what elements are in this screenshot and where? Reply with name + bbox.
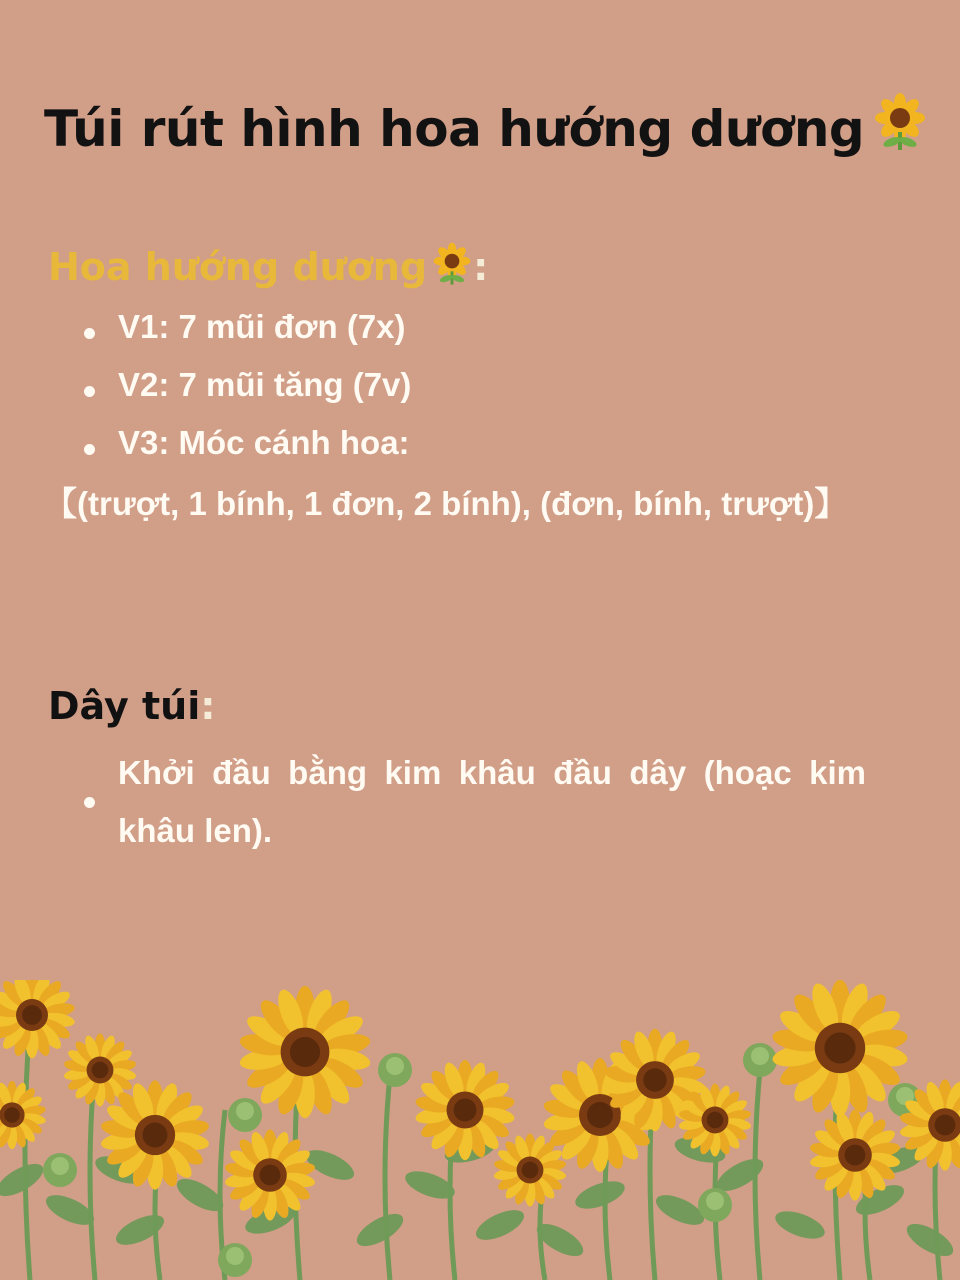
sunflower-border-illustration bbox=[0, 980, 960, 1280]
list-item: V3: Móc cánh hoa: bbox=[46, 420, 866, 478]
page-title bbox=[44, 92, 928, 164]
strap-section-heading bbox=[48, 684, 215, 728]
strap-heading-text: Dây túi bbox=[48, 684, 201, 728]
heading-colon: : bbox=[200, 684, 216, 728]
sunflower-heading-text: Hoa hướng dương bbox=[48, 245, 428, 289]
list-item: V2: 7 mũi tăng (7v) bbox=[46, 362, 866, 420]
list-item: V1: 7 mũi đơn (7x) bbox=[46, 304, 866, 362]
sunflower-section-heading bbox=[48, 242, 488, 295]
strap-steps-list bbox=[46, 744, 866, 860]
sunflower-steps-list bbox=[46, 304, 866, 478]
page-title-text: Túi rút hình hoa hướng dương bbox=[44, 100, 865, 158]
petal-pattern-detail: 【(trượt, 1 bính, 1 đơn, 2 bính), (đơn, bính, trượt)】 bbox=[44, 485, 848, 522]
heading-colon: : bbox=[473, 245, 489, 289]
list-item: Khởi đầu bằng kim khâu đầu dây (hoạc kim khâu len). bbox=[46, 744, 866, 860]
sunflower-icon bbox=[872, 92, 928, 164]
sunflower-icon bbox=[431, 242, 473, 295]
